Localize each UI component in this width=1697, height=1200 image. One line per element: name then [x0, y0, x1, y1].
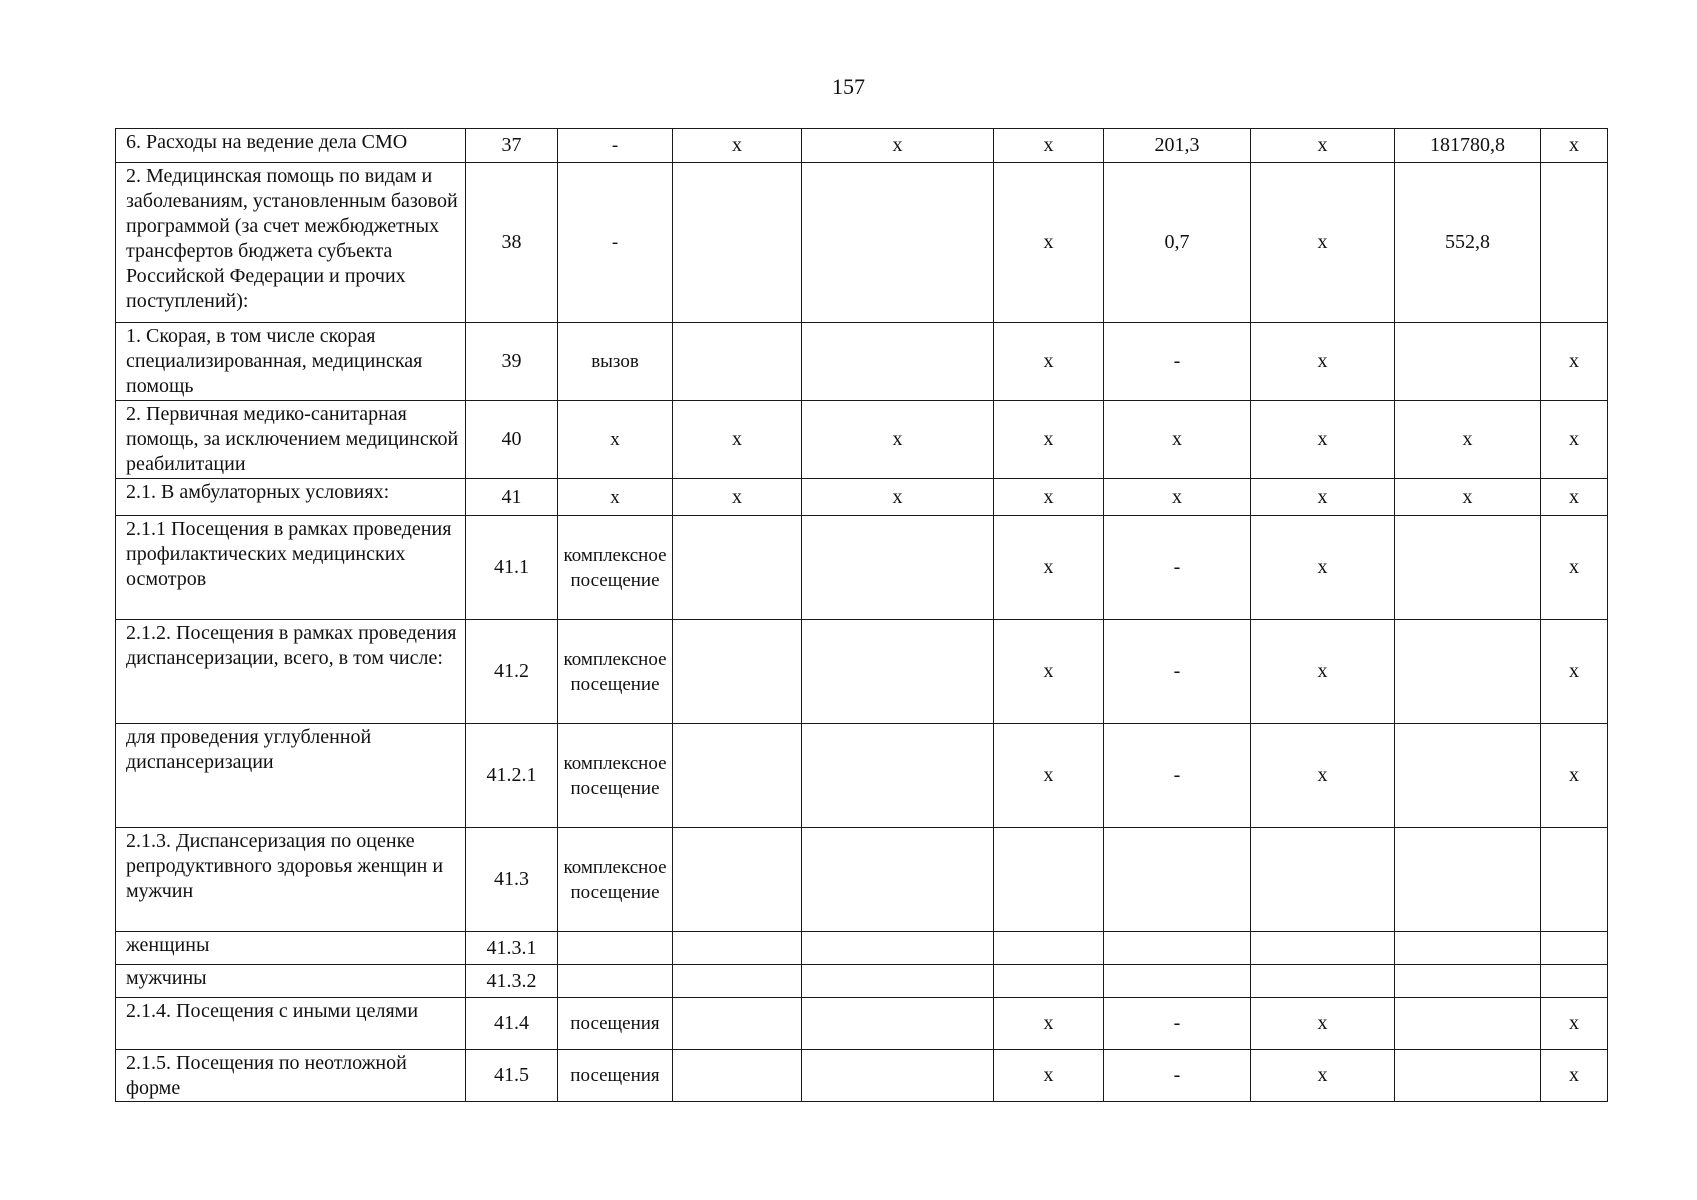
cell-col-10: х: [1541, 998, 1608, 1050]
cell-col-9: [1395, 828, 1541, 932]
cell-col-10: х: [1541, 401, 1608, 479]
cell-row-code: 41.1: [466, 516, 558, 620]
cell-col-8: х: [1251, 724, 1395, 828]
cell-col-7: [1104, 932, 1251, 965]
cell-col-8: [1251, 965, 1395, 998]
cell-col-8: х: [1251, 1050, 1395, 1102]
table-row: [116, 965, 1608, 998]
cell-col-10: [1541, 932, 1608, 965]
cell-row-code: 39: [466, 323, 558, 401]
cell-col-4: [673, 163, 802, 323]
table-row: [116, 932, 1608, 965]
cell-row-code: 40: [466, 401, 558, 479]
cell-col-7: [1104, 828, 1251, 932]
cell-col-8: х: [1251, 163, 1395, 323]
cell-col-7: х: [1104, 479, 1251, 516]
cell-col-6: [994, 932, 1104, 965]
cell-col-10: х: [1541, 479, 1608, 516]
cell-col-6: х: [994, 516, 1104, 620]
cell-col-6: х: [994, 401, 1104, 479]
cell-row-name: 2.1.2. Посещения в рамках проведения диспансеризации, всего, в том числе:: [116, 620, 466, 724]
cell-col-4: [673, 828, 802, 932]
cell-col-5: [802, 1050, 994, 1102]
cell-col-10: х: [1541, 323, 1608, 401]
cell-unit-of-measure: комплексное посещение: [558, 724, 673, 828]
cell-col-5: [802, 998, 994, 1050]
cell-unit-of-measure: -: [558, 129, 673, 163]
cell-col-6: х: [994, 724, 1104, 828]
cell-unit-of-measure: комплексное посещение: [558, 828, 673, 932]
cell-col-6: х: [994, 998, 1104, 1050]
cell-unit-of-measure: посещения: [558, 998, 673, 1050]
cell-row-name: 2.1. В амбулаторных условиях:: [116, 479, 466, 516]
cell-row-name: 2. Первичная медико-санитарная помощь, за исключением медицинской реабилитации: [116, 401, 466, 479]
cell-row-code: 41.2: [466, 620, 558, 724]
cell-col-9: [1395, 998, 1541, 1050]
cell-col-10: х: [1541, 1050, 1608, 1102]
cell-col-8: х: [1251, 998, 1395, 1050]
table-row: [116, 323, 1608, 401]
cell-unit-of-measure: [558, 932, 673, 965]
cell-col-9: [1395, 620, 1541, 724]
cell-row-name: 2. Медицинская помощь по видам и заболеваниям, установленным базовой программой (за счет межбюджетных трансфертов бюджета субъекта Российской Федерации и прочих поступлений):: [116, 163, 466, 323]
cell-row-name: 2.1.1 Посещения в рамках проведения профилактических медицинских осмотров: [116, 516, 466, 620]
cell-col-7: -: [1104, 724, 1251, 828]
cell-unit-of-measure: посещения: [558, 1050, 673, 1102]
cell-col-8: х: [1251, 479, 1395, 516]
cell-col-10: х: [1541, 129, 1608, 163]
cell-col-4: х: [673, 479, 802, 516]
cell-col-7: -: [1104, 620, 1251, 724]
table-row: [116, 620, 1608, 724]
cell-row-code: 38: [466, 163, 558, 323]
table-row: [116, 516, 1608, 620]
cell-col-4: [673, 620, 802, 724]
cell-col-6: [994, 965, 1104, 998]
cell-row-code: 41.5: [466, 1050, 558, 1102]
cell-row-code: 41: [466, 479, 558, 516]
cell-col-7: 201,3: [1104, 129, 1251, 163]
cell-col-6: [994, 828, 1104, 932]
cell-col-8: х: [1251, 620, 1395, 724]
cell-col-5: [802, 323, 994, 401]
cell-unit-of-measure: комплексное посещение: [558, 620, 673, 724]
table-row: [116, 1050, 1608, 1102]
cell-col-7: -: [1104, 516, 1251, 620]
table-row: [116, 163, 1608, 323]
cell-row-code: 41.3: [466, 828, 558, 932]
cell-col-4: х: [673, 129, 802, 163]
cell-col-4: [673, 965, 802, 998]
cell-col-9: [1395, 323, 1541, 401]
cell-col-6: х: [994, 129, 1104, 163]
cell-row-code: 41.3.1: [466, 932, 558, 965]
cell-col-6: х: [994, 620, 1104, 724]
cell-col-4: [673, 323, 802, 401]
cell-col-5: [802, 620, 994, 724]
cell-col-4: [673, 724, 802, 828]
cell-col-5: х: [802, 401, 994, 479]
table-row: [116, 479, 1608, 516]
table-row: [116, 724, 1608, 828]
cell-row-name: женщины: [116, 932, 466, 965]
cell-row-code: 41.4: [466, 998, 558, 1050]
cell-unit-of-measure: комплексное посещение: [558, 516, 673, 620]
data-table: [115, 128, 1608, 1102]
cell-col-8: х: [1251, 401, 1395, 479]
cell-col-10: х: [1541, 724, 1608, 828]
cell-col-7: [1104, 965, 1251, 998]
cell-col-8: х: [1251, 323, 1395, 401]
cell-unit-of-measure: вызов: [558, 323, 673, 401]
cell-row-code: 41.3.2: [466, 965, 558, 998]
cell-row-name: 1. Скорая, в том числе скорая специализированная, медицинская помощь: [116, 323, 466, 401]
cell-col-4: [673, 1050, 802, 1102]
cell-col-10: [1541, 828, 1608, 932]
cell-col-5: х: [802, 129, 994, 163]
page-number: 157: [832, 74, 865, 99]
cell-col-5: [802, 724, 994, 828]
cell-row-code: 41.2.1: [466, 724, 558, 828]
cell-unit-of-measure: -: [558, 163, 673, 323]
cell-col-5: [802, 163, 994, 323]
cell-col-8: [1251, 828, 1395, 932]
cell-unit-of-measure: [558, 965, 673, 998]
cell-col-9: [1395, 516, 1541, 620]
cell-col-6: х: [994, 1050, 1104, 1102]
cell-col-9: [1395, 1050, 1541, 1102]
cell-col-10: [1541, 965, 1608, 998]
cell-col-5: [802, 828, 994, 932]
cell-col-7: х: [1104, 401, 1251, 479]
cell-col-5: [802, 932, 994, 965]
cell-col-9: [1395, 932, 1541, 965]
cell-col-8: х: [1251, 129, 1395, 163]
cell-col-7: 0,7: [1104, 163, 1251, 323]
cell-row-name: 2.1.5. Посещения по неотложной форме: [116, 1050, 466, 1102]
cell-col-10: х: [1541, 516, 1608, 620]
table-row: [116, 828, 1608, 932]
cell-col-4: [673, 516, 802, 620]
cell-unit-of-measure: х: [558, 479, 673, 516]
cell-col-9: [1395, 724, 1541, 828]
cell-col-6: х: [994, 479, 1104, 516]
cell-unit-of-measure: х: [558, 401, 673, 479]
cell-col-5: [802, 965, 994, 998]
cell-col-8: х: [1251, 516, 1395, 620]
cell-col-4: х: [673, 401, 802, 479]
cell-row-name: 2.1.3. Диспансеризация по оценке репродуктивного здоровья женщин и мужчин: [116, 828, 466, 932]
cell-col-9: х: [1395, 401, 1541, 479]
cell-col-9: х: [1395, 479, 1541, 516]
cell-row-name: для проведения углубленной диспансеризации: [116, 724, 466, 828]
cell-col-9: 552,8: [1395, 163, 1541, 323]
table-row: [116, 998, 1608, 1050]
cell-col-6: х: [994, 323, 1104, 401]
table-row: [116, 129, 1608, 163]
cell-col-7: -: [1104, 1050, 1251, 1102]
cell-col-5: х: [802, 479, 994, 516]
cell-col-4: [673, 998, 802, 1050]
cell-row-name: 6. Расходы на ведение дела СМО: [116, 129, 466, 163]
table-row: [116, 401, 1608, 479]
cell-row-name: мужчины: [116, 965, 466, 998]
cell-row-code: 37: [466, 129, 558, 163]
cell-col-8: [1251, 932, 1395, 965]
cell-col-6: х: [994, 163, 1104, 323]
cell-row-name: 2.1.4. Посещения с иными целями: [116, 998, 466, 1050]
cell-col-7: -: [1104, 998, 1251, 1050]
cell-col-9: [1395, 965, 1541, 998]
cell-col-4: [673, 932, 802, 965]
cell-col-9: 181780,8: [1395, 129, 1541, 163]
cell-col-10: х: [1541, 620, 1608, 724]
cell-col-5: [802, 516, 994, 620]
cell-col-7: -: [1104, 323, 1251, 401]
cell-col-10: [1541, 163, 1608, 323]
